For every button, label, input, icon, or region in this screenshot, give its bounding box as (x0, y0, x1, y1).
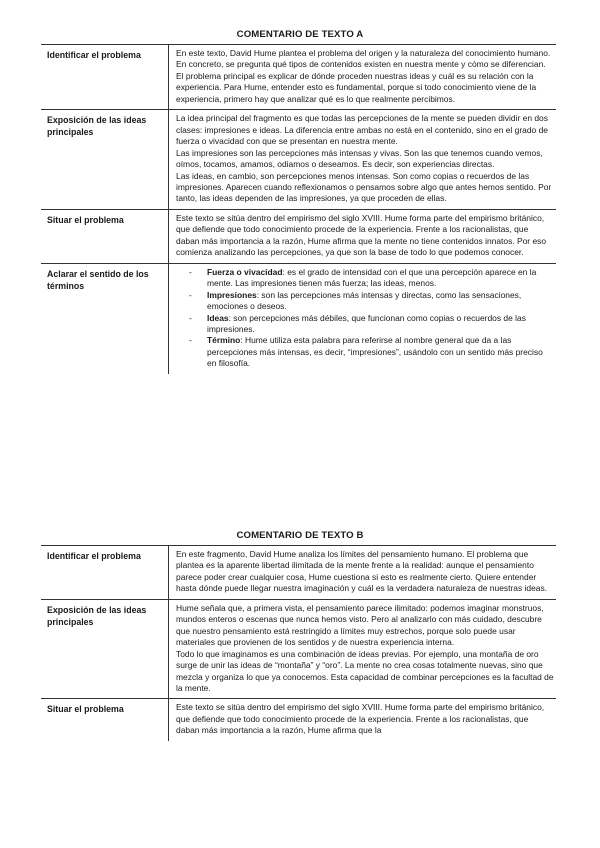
section-b-title: COMENTARIO DE TEXTO B (236, 530, 364, 541)
row-content (169, 699, 557, 741)
table-row (41, 699, 556, 741)
term-definition: : son las percepciones más intensas y directas, como las sensaciones, emociones o deseos. (207, 289, 522, 312)
table-row (41, 263, 556, 374)
paragraph: En este texto, David Hume plantea el problema del origen y la naturaleza del conocimiento humano. En concreto, se pregunta qué tipos de contenidos existen en nuestra mente y cómo se diferencian. El problema principal es explicar de dónde proceden nuestras ideas y cuál es su relación con la experiencia. Para Hume, entender esto es fundamental, porque si todo conocimiento viene de la experiencia, primero hay que analizar qué es lo que realmente percibimos. (176, 48, 551, 104)
section-a-title: COMENTARIO DE TEXTO A (236, 29, 364, 40)
row-content (169, 45, 557, 110)
list-item (176, 313, 554, 336)
row-label: Identificar el problema (41, 546, 169, 600)
row-label: Exposición de las ideas principales (41, 599, 169, 699)
row-label: Situar el problema (41, 699, 169, 741)
table-row (41, 45, 556, 110)
dash-bullet: - (189, 266, 192, 277)
term-name: Ideas (207, 312, 229, 323)
terms-list (176, 267, 554, 370)
paragraph: Todo lo que imaginamos es una combinación de ideas previas. Por ejemplo, una montaña de oro surge de unir las ideas de “montaña” y “oro”. La mente no crea cosas totalmente nuevas, sino que mezcla y organiza lo que ya conocemos. Esta capacidad de combinar percepciones es la facultad de la mente. (176, 648, 554, 693)
paragraph: En este fragmento, David Hume analiza los límites del pensamiento humano. El problema que plantea es la aparente libertad ilimitada de la mente frente a la realidad: aunque el pensamiento parece poder crear cualquier cosa, Hume cuestiona si esto es realmente cierto. Quiere entender hasta dónde puede llegar nuestra imaginación y cuál es la verdadera naturaleza de nuestras ideas. (176, 549, 548, 594)
term-definition: : son percepciones más débiles, que funcionan como copias o recuerdos de las impresiones. (207, 312, 526, 334)
term-definition: : Hume utiliza esta palabra para referirse al nombre general que da a las percepciones más intensas, es decir, “impresiones”, usándolo con un sentido más preciso en filosofía. (207, 335, 543, 369)
paragraph: Este texto se sitúa dentro del empirismo del siglo XVIII. Hume forma parte del empirismo británico, que defiende que todo conocimiento procede de la experiencia. Frente a los racionalistas, que daban más importancia a la razón, Hume afirma que la mente no tiene contenidos innatos. Por eso comienza analizando las percepciones, ya que son la base de todo lo que podemos conocer. (176, 212, 547, 258)
row-content (169, 209, 557, 263)
paragraph: Hume señala que, a primera vista, el pensamiento parece ilimitado: podemos imaginar monstruos, mundos enteros o escenas que nunca hemos visto. Pero al analizarlo con más cuidado, descubre que nuestro pensamiento está restringido a límites muy estrechos, porque solo puede usar materiales que provienen de los sentidos y de nuestra experiencia interna. (176, 602, 544, 648)
table-row (41, 599, 556, 699)
table-row (41, 546, 556, 600)
paragraph: Este texto se sitúa dentro del empirismo del siglo XVIII. Hume forma parte del empirismo británico, que defiende que todo conocimiento procede de la experiencia. Frente a los racionalistas, que daban más importancia a la razón, Hume afirma que la (176, 702, 545, 736)
row-content (169, 599, 557, 699)
paragraph: Las impresiones son las percepciones más intensas y vivas. Son las que tenemos cuando vemos, oímos, tocamos, amamos, odiamos o deseamos. Es decir, son experiencias directas. (176, 147, 543, 170)
table-row (41, 209, 556, 263)
list-item (176, 335, 554, 369)
row-content (169, 546, 557, 600)
dash-bullet: - (189, 312, 192, 323)
row-label: Situar el problema (41, 209, 169, 263)
row-content (169, 110, 557, 210)
dash-bullet: - (189, 289, 192, 300)
row-label: Exposición de las ideas principales (41, 110, 169, 210)
term-name: Fuerza o vivacidad (207, 266, 283, 277)
term-name: Impresiones (207, 289, 257, 300)
row-content (169, 263, 557, 374)
section-a-table (41, 44, 556, 374)
row-label: Aclarar el sentido de los términos (41, 263, 169, 374)
term-definition: : es el grado de intensidad con el que una percepción aparece en la mente. Las impresiones tienen más fuerza; las ideas, menos. (207, 266, 537, 289)
table-row (41, 110, 556, 210)
paragraph: La idea principal del fragmento es que todas las percepciones de la mente se pueden dividir en dos clases: impresiones e ideas. La diferencia entre ambas no está en el contenido, sino en el grado de fuerza o vivacidad con que se presentan en nuestra mente. (176, 113, 548, 147)
list-item (176, 267, 554, 290)
term-name: Término (207, 335, 241, 346)
dash-bullet: - (189, 335, 192, 346)
section-b-table (41, 545, 556, 741)
list-item (176, 290, 554, 313)
paragraph: Las ideas, en cambio, son percepciones menos intensas. Son como copias o recuerdos de las impresiones. Aparecen cuando reflexionamos o pensamos sobre algo que antes hemos sentido. Por tanto, las ideas dependen de las impresiones, ya que proceden de ellas. (176, 170, 552, 204)
row-label: Identificar el problema (41, 45, 169, 110)
